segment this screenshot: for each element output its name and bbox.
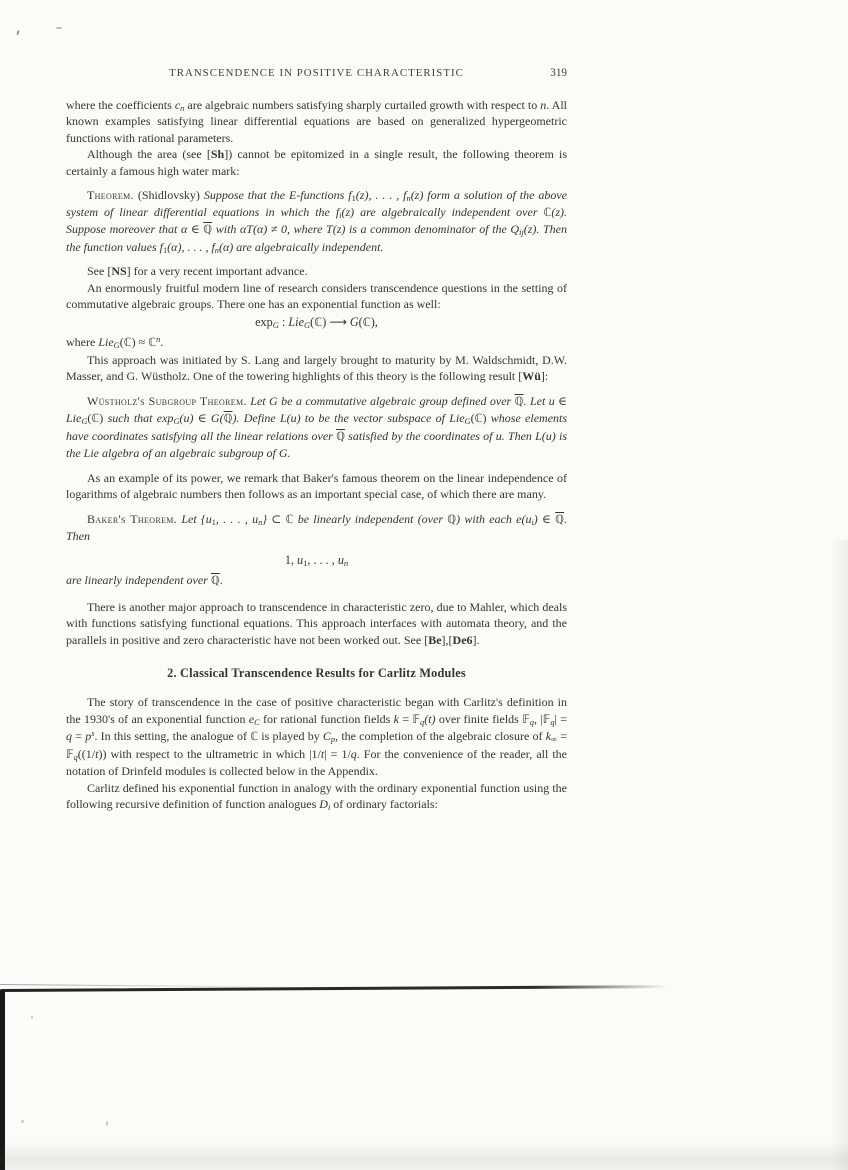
equation-baker (66, 552, 567, 569)
text-segment: ) (482, 411, 491, 426)
text-segment: The story of transcendence in the case of positive characteristic began with Carlitz's definition in the 1930's of an exponential function (66, 695, 567, 726)
text-segment: n (156, 335, 161, 345)
text-segment: De6 (452, 632, 473, 647)
paragraph-carlitz-defined (66, 780, 567, 813)
text-segment: ℚ (210, 574, 220, 588)
text-segment: Sh (210, 147, 225, 162)
text-segment: As an example of its power, we remark that Baker's famous theorem on the linear independence of logarithms of algebraic numbers then follows as an important special case, of which there are many. (66, 470, 567, 502)
running-header (66, 67, 567, 83)
text-segment: Wüstholz's Subgroup Theorem. (87, 393, 247, 408)
scan-bottom-shadow (0, 1142, 848, 1170)
text-segment: NS (111, 264, 127, 279)
text-segment: q (529, 717, 534, 727)
text-segment: ℚ (336, 429, 345, 443)
text-segment: i (327, 803, 331, 813)
text-segment: 2. Classical Transcendence Results for Carlitz Modules (167, 666, 466, 681)
text-segment: . All known examples satisfying linear differential equations are based on generalized hypergeometric functions with rational parameters. (66, 98, 568, 145)
theorem-baker (66, 511, 567, 545)
text-segment: . In this setting, the analogue of (94, 729, 251, 744)
text-segment: such that exp (107, 411, 174, 426)
text-segment: ]. (472, 632, 480, 647)
text-segment: C (254, 717, 260, 727)
text-segment: be linearly independent (over (293, 511, 448, 526)
running-header-title: TRANSCENDENCE IN POSITIVE CHARACTERISTIC (169, 67, 464, 79)
text-segment: ( (310, 315, 315, 330)
text-segment: ℂ (148, 336, 157, 350)
text-segment: | = 1/ (324, 746, 351, 761)
text-segment: ℂ (91, 412, 100, 426)
text-segment: ( (358, 315, 363, 330)
text-segment: ℂ (250, 730, 259, 744)
text-segment: c (174, 98, 181, 112)
text-segment: ) ∈ (533, 511, 556, 526)
text-segment: See [ (87, 264, 112, 279)
text-segment: ) ≈ (131, 335, 149, 350)
text-segment: Carlitz defined his exponential function in analogy with the ordinary exponential function using the following recursive definition of function analogues (66, 780, 567, 811)
text-segment: are linearly independent over (66, 573, 211, 588)
text-segment: , | (533, 711, 543, 726)
text-segment: (t) (424, 711, 436, 726)
scan-right-shadow (830, 540, 848, 1170)
paragraph-example-power (66, 470, 567, 503)
text-segment: ℚ (555, 512, 565, 526)
text-segment: ℂ (474, 412, 483, 426)
text-segment: Lie (98, 335, 114, 350)
text-segment: Lie (66, 411, 82, 426)
text-segment: 1, (284, 553, 297, 568)
text-segment: ( (87, 411, 92, 426)
text-segment: ) (99, 411, 108, 426)
text-segment: i (339, 210, 342, 220)
text-segment: ℚ (447, 512, 457, 526)
text-segment: 𝔽 (66, 747, 74, 761)
text-segment: . Let u ∈ (523, 393, 568, 408)
text-segment: q (420, 717, 425, 727)
text-segment: ⟶ (329, 315, 347, 330)
text-segment: Lie (288, 315, 304, 330)
text-segment: t (320, 746, 325, 761)
text-segment: 1 (211, 517, 216, 527)
text-segment: (z). Suppose moreover that α ∈ (66, 204, 567, 237)
text-segment: ],[ (441, 632, 453, 647)
scan-speck (56, 27, 62, 29)
text-segment: Baker's Theorem. (87, 511, 178, 526)
text-segment: There is another major approach to transcendence in characteristic zero, due to Mahler, which deals with functions satisfying functional equations. This approach interfaces with automata theory, and the parallels in positive and zero characteristic have not been worked out. See [ (66, 599, 567, 647)
text-segment: exp (255, 315, 273, 330)
text-segment: ( (470, 411, 475, 426)
text-segment: Suppose that the E-functions f (203, 188, 352, 203)
text-segment: over finite fields (435, 711, 523, 726)
text-segment: (z) are algebraically independent over (341, 204, 544, 219)
text-segment: u (337, 553, 344, 568)
text-segment: 𝔽 (412, 712, 421, 726)
page-number: 319 (550, 67, 567, 79)
text-segment: . (219, 573, 223, 588)
text-segment: n (214, 245, 219, 255)
text-segment: (α) are algebraically independent. (218, 239, 384, 254)
text-segment: p (85, 729, 92, 744)
text-segment: ℚ (514, 394, 524, 408)
text-segment: . (160, 335, 164, 350)
text-segment: ( (119, 335, 124, 350)
text-segment: G (272, 320, 279, 331)
text-segment: 𝔽 (522, 712, 530, 726)
text-segment: ℂ (314, 315, 323, 330)
text-segment: n (180, 104, 185, 114)
text-segment: 1 (351, 194, 356, 204)
text-segment: ), (370, 315, 378, 330)
text-segment: D (319, 796, 328, 811)
scan-speck (16, 30, 19, 35)
text-segment: )) with respect to the ultrametric in which |1/ (98, 746, 321, 761)
text-segment: ) with each e(u (456, 511, 532, 526)
text-segment: Although the area (see [ (87, 147, 211, 162)
text-segment: 𝔽 (542, 712, 551, 726)
text-segment: Theorem. (87, 188, 134, 203)
text-segment: ℂ (543, 205, 552, 219)
text-segment: Lie (449, 411, 465, 426)
text-segment: | = (554, 711, 568, 726)
text-segment: , . . . , (307, 553, 338, 568)
text-segment: ] for a very recent important advance. (126, 264, 308, 279)
text-segment: t (95, 746, 99, 761)
text-segment: (z), . . . , f (355, 188, 407, 203)
text-segment: ]: (540, 369, 549, 384)
text-segment: G (81, 417, 88, 427)
text-segment: 1 (303, 558, 308, 569)
text-segment: q (66, 729, 72, 744)
text-segment: with αT(α) ≠ 0, where T(z) is a common denominator of the Q (212, 222, 520, 237)
text-segment: ℚ (223, 412, 233, 426)
text-segment: ∞ (551, 735, 557, 745)
text-segment: are algebraic numbers satisfying sharply curtailed growth with respect to (184, 98, 541, 112)
text-segment: G (464, 417, 471, 427)
text-segment: G (173, 417, 180, 427)
text-segment: q (550, 717, 555, 727)
text-segment: satisfied by the coordinates of u. Then L(u) is the Lie algebra of an algebraic subgroup of G. (66, 428, 567, 461)
scan-speck (31, 1016, 33, 1019)
text-segment: (z) form a solution of the above system of linear differential equations in which the f (66, 188, 568, 219)
text-segment: ij (519, 228, 524, 238)
paragraph-see-ns (66, 263, 567, 279)
text-segment: (u) ∈ G( (179, 411, 224, 426)
text-segment: ℂ (123, 336, 132, 350)
text-segment: i (531, 517, 534, 527)
text-segment: 1 (162, 245, 168, 255)
text-segment: . For the convenience of the reader, all the notation of Drinfeld modules is collected below in the Appendix. (66, 746, 567, 779)
paragraph-fruitful (66, 280, 567, 313)
text-segment: of ordinary factorials: (330, 796, 438, 811)
text-segment: ℂ (285, 512, 294, 526)
text-segment: An enormously fruitful modern line of research considers transcendence questions in the setting of commutative algebraic groups. There one has an exponential function as well: (66, 280, 567, 311)
text-segment: n (343, 558, 349, 569)
text-segment: , . . . , u (215, 511, 259, 526)
text-segment: . Then (66, 511, 568, 543)
text-segment: p (330, 735, 336, 745)
text-segment: e (248, 711, 255, 726)
text-segment: , the completion of the algebraic closure of (335, 729, 546, 744)
text-segment: : (278, 315, 289, 330)
theorem-wustholz (66, 393, 567, 462)
text-segment: (Shidlovsky) (133, 188, 204, 203)
text-segment: ℚ (203, 223, 213, 237)
text-segment: ℂ (362, 315, 371, 330)
section-heading (66, 665, 567, 681)
text-column (66, 97, 567, 812)
text-segment: This approach was initiated by S. Lang and largely brought to maturity by M. Waldschmidt, D.W. Masser, and G. Wüstholz. One of the towering highlights of this theory is the following result [ (66, 352, 567, 384)
text-segment: Let G be a commutative algebraic group defined over (250, 393, 515, 408)
text-segment: q (73, 752, 78, 762)
text-segment: n (258, 517, 263, 527)
text-segment: s (91, 728, 95, 738)
text-segment: G (346, 315, 359, 330)
paragraph-mahler (66, 599, 567, 648)
text-segment: where the coefficients (66, 98, 175, 112)
text-segment: is played by (258, 729, 323, 744)
text-segment: G (303, 320, 311, 331)
text-segment: Be (428, 632, 442, 647)
paragraph-where-lie (66, 334, 567, 351)
text-segment: whose elements have coordinates satisfying all the linear relations over (66, 411, 568, 443)
text-segment: ) (322, 315, 330, 330)
text-segment: (z). Then the function values f (66, 222, 568, 254)
text-segment: G (113, 341, 120, 351)
paragraph-are-linearly (66, 572, 567, 589)
text-segment: k (393, 711, 399, 726)
paragraph-continuation (66, 97, 567, 146)
equation-exp (66, 314, 567, 331)
text-segment: k (545, 729, 552, 744)
scan-line-artifact (0, 985, 668, 992)
text-segment: ]) cannot be epitomized in a single result, the following theorem is certainly a famous high water mark: (66, 147, 567, 178)
text-segment: u (297, 553, 304, 568)
text-segment: ). Define L(u) to be the vector subspace of (232, 411, 450, 426)
paragraph-story (66, 694, 567, 779)
paragraph-this-approach (66, 352, 567, 385)
scan-speck (106, 1121, 109, 1126)
text-segment: where (66, 335, 99, 350)
paragraph-although (66, 146, 567, 179)
theorem-shidlovsky (66, 187, 567, 255)
text-segment: = (557, 729, 567, 744)
text-segment: (α), . . . , f (167, 239, 215, 254)
text-segment: Wü (522, 369, 541, 384)
text-segment: C (322, 729, 331, 744)
text-segment: n (406, 194, 411, 204)
text-segment: = (72, 729, 86, 744)
text-segment: q (350, 746, 357, 761)
text-segment: ((1/ (77, 746, 96, 761)
text-segment: } ⊂ (262, 511, 286, 526)
text-segment: n (540, 98, 547, 112)
text-segment: = (399, 711, 413, 726)
scan-speck (21, 1120, 24, 1123)
text-segment: for rational function fields (259, 711, 394, 726)
text-segment: Let {u (181, 511, 212, 526)
